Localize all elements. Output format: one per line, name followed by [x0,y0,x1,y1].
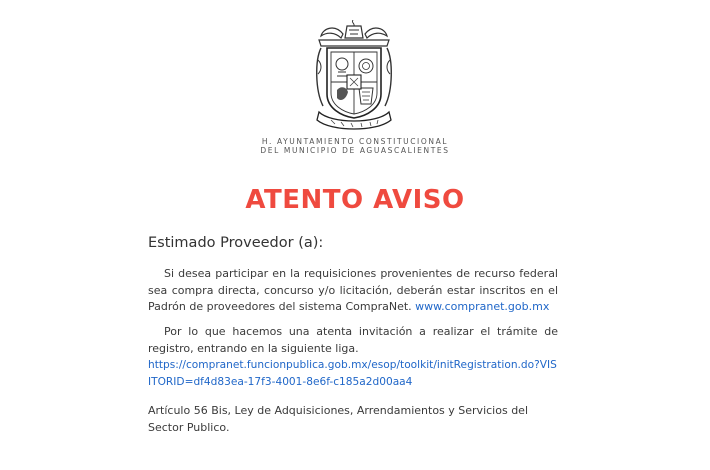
paragraph2-text: Por lo que hacemos una atenta invitación a realizar el trámite de registro, entrando en la siguiente liga. [148,325,558,355]
coat-of-arms-seal-icon [313,20,395,132]
greeting: Estimado Proveedor (a): [148,235,324,251]
institution-name-line1: H. AYUNTAMIENTO CONSTITUCIONAL [261,137,449,146]
paragraph-legal-reference: Artículo 56 Bis, Ley de Adquisiciones, Arrendamientos y Servicios del Sector Publico. [148,404,528,434]
notice-title: ATENTO AVISO [245,185,465,215]
paragraph-compranet-requirement [148,266,558,316]
paragraph1-text: Si desea participar en la requisiciones provenientes de recurso federal sea compra directa, concurso y/o licitación, deberán estar inscritos en el Padrón de proveedores del sistema CompraNet. [148,267,558,314]
compranet-link[interactable]: www.compranet.gob.mx [415,300,550,314]
institution-name-line2: DEL MUNICIPIO DE AGUASCALIENTES [260,146,450,155]
registration-link[interactable]: https://compranet.funcionpublica.gob.mx/esop/toolkit/initRegistration.do?VISITORID=df4d83ea-17f3-4001-8e6f-c185a2d00aa4 [148,359,557,388]
paragraph-registration-invitation [148,324,558,390]
